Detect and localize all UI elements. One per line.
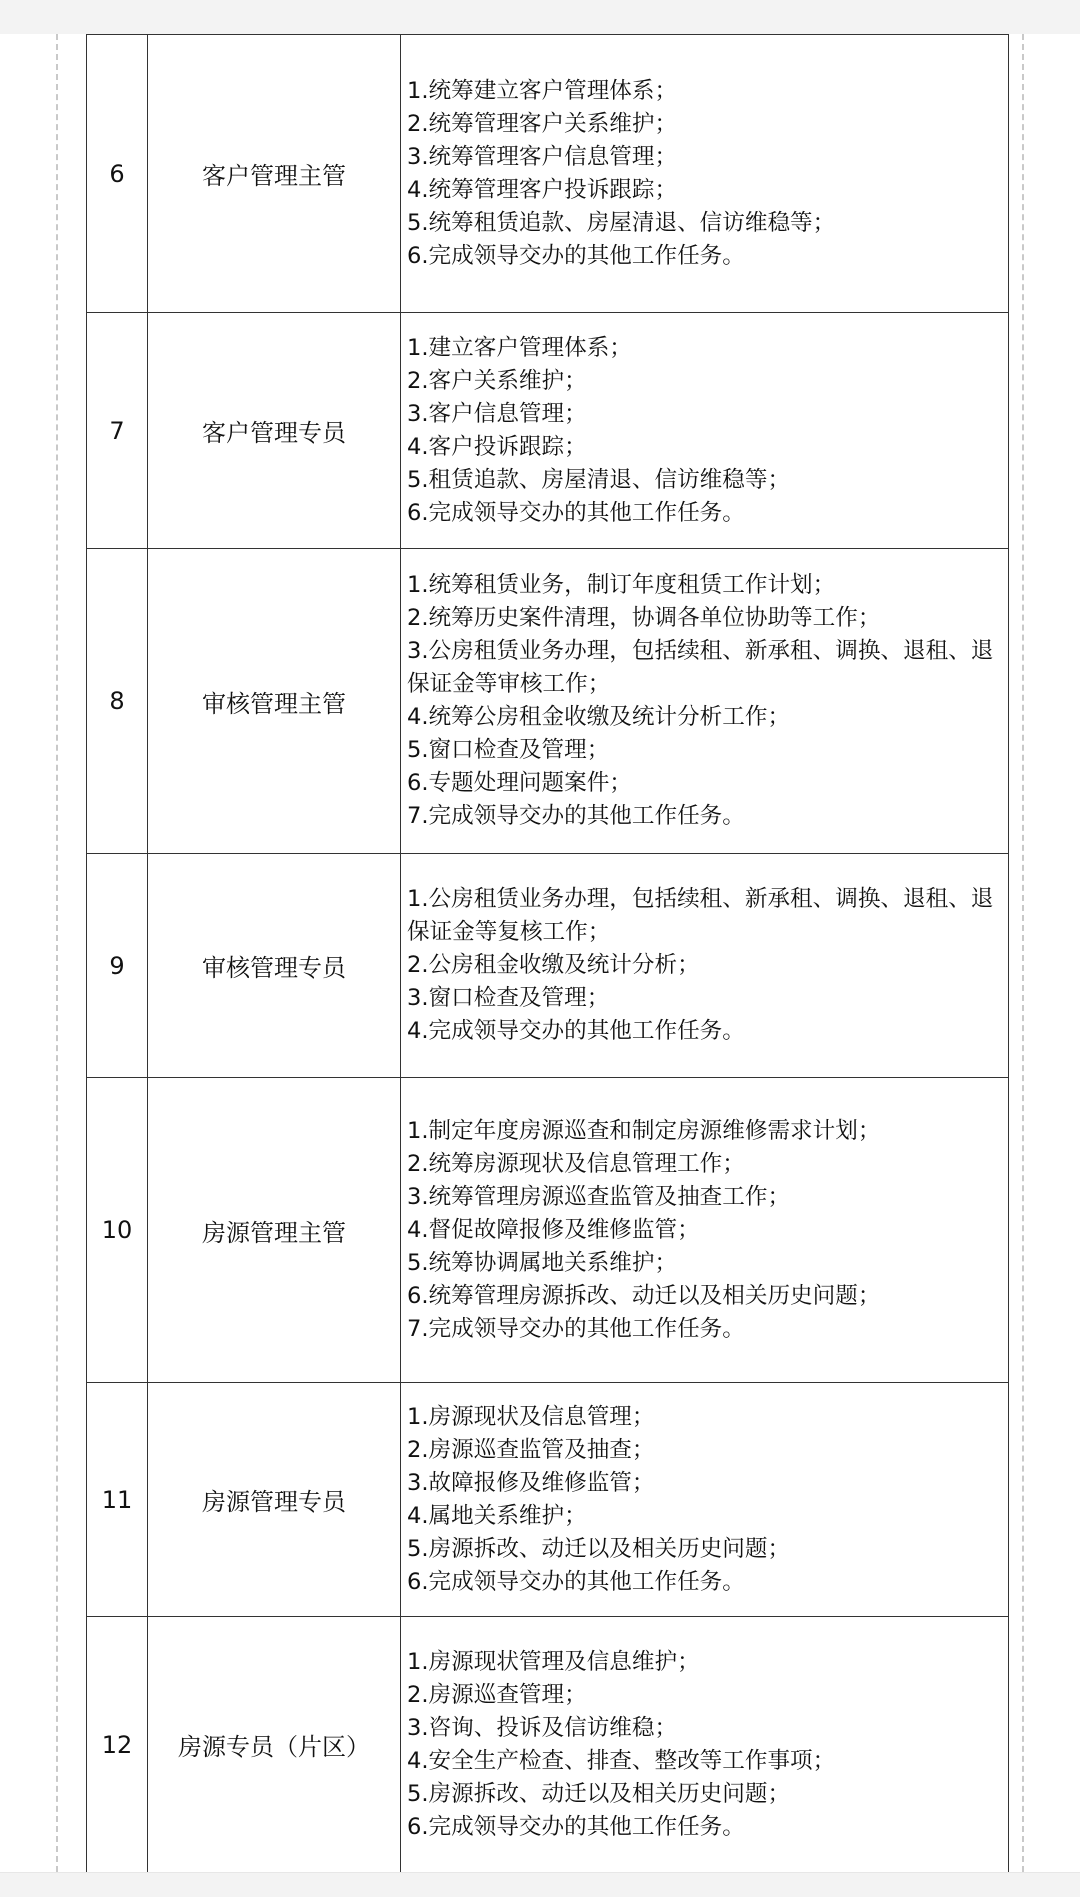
duty-item: 2.房源巡查管理； xyxy=(407,1681,587,1708)
duty-item: 6.完成领导交办的其他工作任务。 xyxy=(407,242,745,269)
duties-cell xyxy=(401,549,1009,854)
job-duties-table xyxy=(86,34,1009,1873)
duty-item: 4.完成领导交办的其他工作任务。 xyxy=(407,1018,745,1044)
duty-item: 6.完成领导交办的其他工作任务。 xyxy=(407,499,745,526)
duty-item: 5.租赁追款、房屋清退、信访维稳等； xyxy=(407,466,791,493)
duties-cell xyxy=(401,1617,1009,1873)
duty-item: 2.统筹管理客户关系维护； xyxy=(407,110,678,137)
bottom-viewer-strip xyxy=(0,1872,1080,1897)
duty-item: 4.安全生产检查、排查、整改等工作事项； xyxy=(407,1747,836,1774)
duty-item: 6.完成领导交办的其他工作任务。 xyxy=(407,1813,745,1840)
duty-list xyxy=(407,1401,1004,1599)
duty-list xyxy=(407,1115,1004,1346)
position-cell: 审核管理专员 xyxy=(148,854,401,1078)
duty-item: 4.统筹公房租金收缴及统计分析工作； xyxy=(407,704,791,730)
row-number-cell: 7 xyxy=(87,313,148,549)
position-cell: 客户管理主管 xyxy=(148,35,401,313)
row-number-cell: 12 xyxy=(87,1617,148,1873)
table-row xyxy=(87,313,1009,549)
duty-item: 3.统筹管理客户信息管理； xyxy=(407,143,678,170)
duty-item: 2.房源巡查监管及抽查； xyxy=(407,1436,655,1463)
top-viewer-strip xyxy=(0,0,1080,35)
duty-item: 1.统筹建立客户管理体系； xyxy=(407,77,678,104)
row-number-cell: 9 xyxy=(87,854,148,1078)
duty-list xyxy=(407,1646,1004,1844)
duties-cell xyxy=(401,1078,1009,1383)
table-row xyxy=(87,549,1009,854)
duty-item: 6.统筹管理房源拆改、动迁以及相关历史问题； xyxy=(407,1282,881,1309)
duty-item: 3.统筹管理房源巡查监管及抽查工作； xyxy=(407,1183,791,1210)
row-number-cell: 11 xyxy=(87,1383,148,1617)
duty-item: 1.制定年度房源巡查和制定房源维修需求计划； xyxy=(407,1117,881,1144)
duty-list xyxy=(407,75,1004,273)
right-margin-guide xyxy=(1022,34,1024,1872)
duty-item: 5.窗口检查及管理； xyxy=(407,737,610,763)
duty-item: 7.完成领导交办的其他工作任务。 xyxy=(407,803,745,829)
duty-list xyxy=(407,332,1004,530)
duty-item: 1.建立客户管理体系； xyxy=(407,334,632,361)
duty-item: 3.公房租赁业务办理，包括续租、新承租、调换、退租、退保证金等审核工作； xyxy=(407,638,994,697)
duty-item: 6.完成领导交办的其他工作任务。 xyxy=(407,1568,745,1595)
duty-item: 2.客户关系维护； xyxy=(407,367,587,394)
table-row xyxy=(87,1078,1009,1383)
position-cell: 客户管理专员 xyxy=(148,313,401,549)
duty-item: 4.属地关系维护； xyxy=(407,1502,587,1529)
duty-item: 4.客户投诉跟踪； xyxy=(407,433,587,460)
duty-list xyxy=(407,883,1004,1048)
duty-item: 7.完成领导交办的其他工作任务。 xyxy=(407,1315,745,1342)
duty-item: 6.专题处理问题案件； xyxy=(407,770,632,796)
duties-cell xyxy=(401,1383,1009,1617)
duty-item: 5.房源拆改、动迁以及相关历史问题； xyxy=(407,1535,791,1562)
position-cell: 审核管理主管 xyxy=(148,549,401,854)
duty-item: 3.客户信息管理； xyxy=(407,400,587,427)
duties-cell xyxy=(401,313,1009,549)
duty-item: 3.咨询、投诉及信访维稳； xyxy=(407,1714,678,1741)
duty-list xyxy=(407,569,1004,833)
duty-item: 2.统筹历史案件清理，协调各单位协助等工作； xyxy=(407,605,881,631)
duty-item: 4.督促故障报修及维修监管； xyxy=(407,1216,700,1243)
duty-item: 1.房源现状及信息管理； xyxy=(407,1403,655,1430)
duty-item: 1.房源现状管理及信息维护； xyxy=(407,1648,700,1675)
duties-cell xyxy=(401,35,1009,313)
position-cell: 房源专员（片区） xyxy=(148,1617,401,1873)
duty-item: 4.统筹管理客户投诉跟踪； xyxy=(407,176,678,203)
duty-item: 1.公房租赁业务办理，包括续租、新承租、调换、退租、退保证金等复核工作； xyxy=(407,886,994,945)
duty-item: 5.房源拆改、动迁以及相关历史问题； xyxy=(407,1780,791,1807)
duty-item: 5.统筹租赁追款、房屋清退、信访维稳等； xyxy=(407,209,836,236)
duty-item: 3.窗口检查及管理； xyxy=(407,985,610,1011)
duty-item: 3.故障报修及维修监管； xyxy=(407,1469,655,1496)
row-number-cell: 6 xyxy=(87,35,148,313)
table-row xyxy=(87,1617,1009,1873)
duties-cell xyxy=(401,854,1009,1078)
position-cell: 房源管理专员 xyxy=(148,1383,401,1617)
row-number-cell: 8 xyxy=(87,549,148,854)
left-margin-guide xyxy=(56,34,58,1872)
row-number-cell: 10 xyxy=(87,1078,148,1383)
table-row xyxy=(87,854,1009,1078)
duty-item: 2.统筹房源现状及信息管理工作； xyxy=(407,1150,745,1177)
table-row xyxy=(87,35,1009,313)
position-cell: 房源管理主管 xyxy=(148,1078,401,1383)
duty-item: 5.统筹协调属地关系维护； xyxy=(407,1249,678,1276)
duty-item: 2.公房租金收缴及统计分析； xyxy=(407,952,700,978)
table-row xyxy=(87,1383,1009,1617)
duty-item: 1.统筹租赁业务，制订年度租赁工作计划； xyxy=(407,572,836,598)
